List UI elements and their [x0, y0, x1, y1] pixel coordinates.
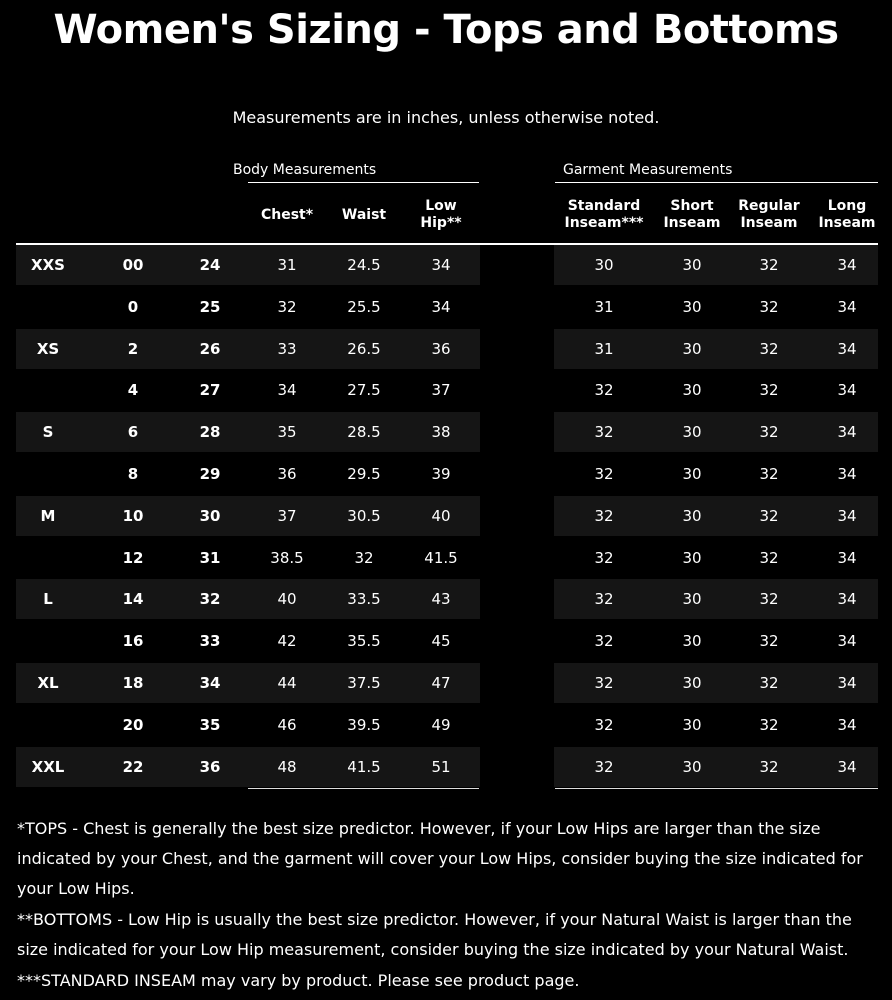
cell-numeric-size: 12	[122, 548, 144, 567]
cell-size-label	[16, 538, 80, 578]
cell-numeric-size: 2	[127, 339, 139, 358]
cell-numeric-size: 16	[122, 632, 144, 651]
column-gap	[480, 663, 554, 703]
cell-standard-inseam: 32	[594, 506, 614, 525]
cell-long-inseam: 34	[837, 590, 857, 609]
cell-low-hip: 47	[431, 674, 451, 692]
cell-numeric-size: 14	[122, 590, 144, 609]
body-measurements-divider	[248, 182, 479, 183]
cell-long-inseam: 34	[837, 632, 857, 651]
cell-numeric-size: 00	[122, 256, 144, 274]
table-row	[16, 287, 878, 327]
cell-standard-inseam: 32	[594, 715, 614, 734]
cell-standard-inseam: 31	[594, 297, 614, 316]
cell-numeric-size: 8	[127, 465, 139, 483]
cell-long-inseam: 34	[837, 339, 857, 358]
cell-regular-inseam: 32	[759, 757, 779, 776]
cell-standard-inseam: 32	[594, 757, 614, 776]
cell-waist-size: 33	[199, 632, 221, 651]
cell-waist-size: 24	[199, 256, 221, 274]
cell-regular-inseam: 32	[759, 423, 779, 442]
cell-waist: 29.5	[347, 465, 381, 483]
cell-chest: 32	[277, 297, 297, 316]
cell-waist-size: 34	[199, 674, 221, 692]
table-row	[16, 538, 878, 578]
table-row	[16, 579, 878, 619]
cell-standard-inseam: 32	[594, 423, 614, 442]
cell-waist-size: 26	[199, 339, 221, 358]
cell-regular-inseam: 32	[759, 674, 779, 692]
cell-waist-size: 27	[199, 381, 221, 400]
cell-short-inseam: 30	[682, 297, 702, 316]
cell-long-inseam: 34	[837, 548, 857, 567]
cell-waist-size: 31	[199, 548, 221, 567]
cell-long-inseam: 34	[837, 465, 857, 483]
cell-waist-size: 25	[199, 297, 221, 316]
table-row	[16, 245, 878, 285]
cell-low-hip: 40	[431, 506, 451, 525]
table-row	[16, 329, 878, 369]
cell-low-hip: 43	[431, 590, 451, 609]
cell-low-hip: 36	[431, 339, 451, 358]
cell-long-inseam: 34	[837, 256, 857, 274]
cell-numeric-size: 6	[127, 423, 139, 442]
table-row	[16, 747, 878, 787]
cell-low-hip: 41.5	[424, 548, 458, 567]
cell-standard-inseam: 32	[594, 674, 614, 692]
cell-waist-size: 29	[199, 465, 221, 483]
cell-numeric-size: 10	[122, 506, 144, 525]
cell-standard-inseam: 32	[594, 465, 614, 483]
header-low-hip: Low Hip**	[420, 198, 462, 231]
header-regular-inseam: Regular Inseam	[738, 198, 800, 231]
column-gap	[480, 747, 554, 787]
cell-chest: 44	[277, 674, 297, 692]
cell-standard-inseam: 32	[594, 548, 614, 567]
cell-long-inseam: 34	[837, 423, 857, 442]
cell-regular-inseam: 32	[759, 715, 779, 734]
cell-low-hip: 34	[431, 297, 451, 316]
column-gap	[480, 412, 554, 452]
cell-waist-size: 32	[199, 590, 221, 609]
footnote-tops: *TOPS - Chest is generally the best size predictor. However, if your Low Hips are larger than the size indicated by your Chest, and the garment will cover your Low Hips, consider buying the size indicated for your Low Hips.	[17, 819, 863, 898]
footnote-bottoms: **BOTTOMS - Low Hip is usually the best size predictor. However, if your Natural Waist is larger than the size indicated for your Low Hip measurement, consider buying the size indicated by your Natural Waist.	[17, 910, 852, 959]
cell-numeric-size: 0	[127, 297, 139, 316]
cell-numeric-size: 22	[122, 757, 144, 776]
column-gap	[480, 245, 554, 285]
body-measurements-label: Body Measurements	[233, 162, 377, 178]
cell-size-label: M	[40, 506, 56, 525]
cell-short-inseam: 30	[682, 715, 702, 734]
header-chest: Chest*	[260, 206, 314, 223]
cell-size-label: XXL	[31, 757, 65, 776]
cell-standard-inseam: 32	[594, 590, 614, 609]
table-row	[16, 496, 878, 536]
cell-chest: 48	[277, 757, 297, 776]
cell-size-label	[16, 287, 80, 327]
cell-short-inseam: 30	[682, 674, 702, 692]
cell-short-inseam: 30	[682, 256, 702, 274]
cell-waist: 25.5	[347, 297, 381, 316]
units-note: Measurements are in inches, unless otherwise noted.	[232, 108, 660, 127]
page-title: Women's Sizing - Tops and Bottoms	[53, 7, 839, 53]
cell-chest: 38.5	[270, 548, 304, 567]
header-waist: Waist	[341, 206, 387, 223]
cell-regular-inseam: 32	[759, 590, 779, 609]
cell-chest: 35	[277, 423, 297, 442]
column-gap	[480, 621, 554, 661]
cell-long-inseam: 34	[837, 506, 857, 525]
cell-regular-inseam: 32	[759, 548, 779, 567]
cell-waist: 35.5	[347, 632, 381, 651]
cell-size-label: XL	[37, 674, 59, 692]
cell-long-inseam: 34	[837, 381, 857, 400]
column-gap	[480, 287, 554, 327]
cell-regular-inseam: 32	[759, 465, 779, 483]
cell-waist-size: 30	[199, 506, 221, 525]
cell-waist: 32	[354, 548, 374, 567]
cell-chest: 46	[277, 715, 297, 734]
garment-measurements-bottom-line	[555, 788, 878, 789]
footnote-inseam: ***STANDARD INSEAM may vary by product. Please see product page.	[17, 971, 580, 990]
header-standard-inseam: Standard Inseam***	[564, 198, 644, 231]
cell-chest: 42	[277, 632, 297, 651]
cell-size-label: L	[43, 590, 53, 609]
cell-short-inseam: 30	[682, 339, 702, 358]
column-gap	[480, 329, 554, 369]
cell-standard-inseam: 31	[594, 339, 614, 358]
column-gap	[480, 496, 554, 536]
cell-short-inseam: 30	[682, 548, 702, 567]
cell-waist: 26.5	[347, 339, 381, 358]
cell-waist: 24.5	[347, 256, 381, 274]
cell-size-label	[16, 705, 80, 745]
cell-short-inseam: 30	[682, 423, 702, 442]
table-row	[16, 370, 878, 410]
cell-low-hip: 37	[431, 381, 451, 400]
cell-short-inseam: 30	[682, 590, 702, 609]
cell-long-inseam: 34	[837, 715, 857, 734]
body-measurements-bottom-line	[248, 788, 479, 789]
cell-waist: 28.5	[347, 423, 381, 442]
cell-chest: 33	[277, 339, 297, 358]
cell-regular-inseam: 32	[759, 632, 779, 651]
cell-short-inseam: 30	[682, 465, 702, 483]
header-short-inseam: Short Inseam	[663, 198, 721, 231]
column-gap	[480, 370, 554, 410]
cell-long-inseam: 34	[837, 674, 857, 692]
cell-long-inseam: 34	[837, 757, 857, 776]
cell-size-label	[16, 454, 80, 494]
cell-waist-size: 28	[199, 423, 221, 442]
cell-size-label: XXS	[31, 256, 65, 274]
cell-low-hip: 39	[431, 465, 451, 483]
table-row	[16, 412, 878, 452]
cell-standard-inseam: 30	[594, 256, 614, 274]
cell-size-label: S	[42, 423, 54, 442]
cell-waist: 39.5	[347, 715, 381, 734]
table-row	[16, 454, 878, 494]
cell-chest: 40	[277, 590, 297, 609]
cell-numeric-size: 20	[122, 715, 144, 734]
cell-low-hip: 34	[431, 256, 451, 274]
cell-size-label	[16, 370, 80, 410]
cell-waist: 33.5	[347, 590, 381, 609]
cell-chest: 37	[277, 506, 297, 525]
column-gap	[480, 454, 554, 494]
cell-waist: 30.5	[347, 506, 381, 525]
garment-measurements-label: Garment Measurements	[563, 162, 733, 178]
cell-low-hip: 45	[431, 632, 451, 651]
cell-waist: 27.5	[347, 381, 381, 400]
cell-regular-inseam: 32	[759, 339, 779, 358]
cell-numeric-size: 18	[122, 674, 144, 692]
table-row	[16, 705, 878, 745]
cell-standard-inseam: 32	[594, 381, 614, 400]
column-gap	[480, 705, 554, 745]
column-gap	[480, 538, 554, 578]
header-long-inseam: Long Inseam	[818, 198, 876, 231]
cell-standard-inseam: 32	[594, 632, 614, 651]
column-gap	[480, 579, 554, 619]
cell-regular-inseam: 32	[759, 506, 779, 525]
cell-low-hip: 49	[431, 715, 451, 734]
cell-short-inseam: 30	[682, 381, 702, 400]
table-row	[16, 621, 878, 661]
cell-regular-inseam: 32	[759, 297, 779, 316]
cell-chest: 36	[277, 465, 297, 483]
cell-short-inseam: 30	[682, 757, 702, 776]
cell-long-inseam: 34	[837, 297, 857, 316]
cell-regular-inseam: 32	[759, 256, 779, 274]
cell-waist: 37.5	[347, 674, 381, 692]
garment-measurements-divider	[555, 182, 878, 183]
table-row	[16, 663, 878, 703]
cell-regular-inseam: 32	[759, 381, 779, 400]
cell-waist: 41.5	[347, 757, 381, 776]
cell-waist-size: 35	[199, 715, 221, 734]
cell-low-hip: 51	[431, 757, 451, 776]
cell-chest: 31	[277, 256, 297, 274]
cell-chest: 34	[277, 381, 297, 400]
cell-short-inseam: 30	[682, 506, 702, 525]
cell-size-label: XS	[36, 339, 60, 358]
cell-low-hip: 38	[431, 423, 451, 442]
cell-short-inseam: 30	[682, 632, 702, 651]
cell-numeric-size: 4	[127, 381, 139, 400]
cell-waist-size: 36	[199, 757, 221, 776]
cell-size-label	[16, 621, 80, 661]
